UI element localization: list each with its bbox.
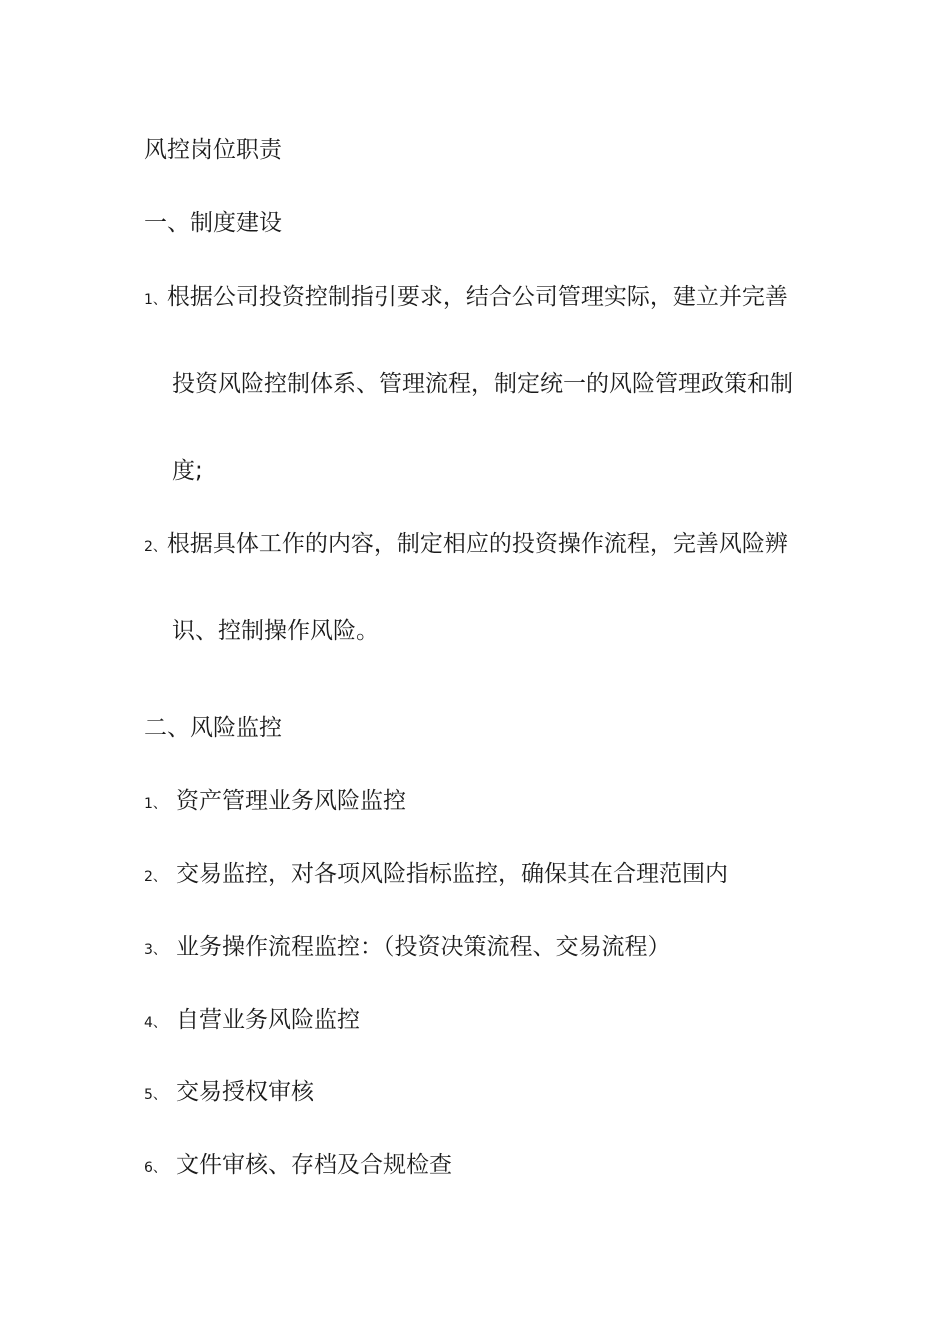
list-item-text: 根据具体工作的内容，制定相应的投资操作流程，完善风险辨	[166, 531, 788, 557]
list-item-number: 5、	[144, 1087, 167, 1103]
list-item	[144, 529, 788, 562]
list-item-continuation: 识、控制操作风险。	[172, 618, 379, 644]
list-item	[144, 859, 728, 892]
list-item-text: 交易授权审核	[176, 1079, 314, 1105]
list-item-number: 1、	[144, 796, 167, 812]
list-item-text: 资产管理业务风险监控	[176, 788, 406, 814]
list-item-text: 根据公司投资控制指引要求，结合公司管理实际，建立并完善	[166, 284, 788, 310]
list-item-number: 3、	[144, 942, 167, 958]
section-heading-risk-monitoring: 二、风险监控	[144, 715, 282, 741]
list-item	[144, 282, 788, 315]
list-item-number: 2、	[144, 869, 167, 885]
list-item-continuation: 度;	[172, 458, 203, 484]
list-item-continuation: 投资风险控制体系、管理流程，制定统一的风险管理政策和制	[172, 371, 793, 397]
list-item-number: 1、	[144, 292, 167, 308]
list-item-number: 2、	[144, 539, 167, 555]
list-item-text: 文件审核、存档及合规检查	[176, 1152, 452, 1178]
section-heading-system-building: 一、制度建设	[144, 210, 282, 236]
list-item-number: 6、	[144, 1160, 167, 1176]
list-item	[144, 1005, 360, 1038]
list-item	[144, 932, 671, 965]
list-item-number: 4、	[144, 1015, 167, 1031]
list-item	[144, 1150, 452, 1183]
list-item-text: 交易监控，对各项风险指标监控，确保其在合理范围内	[176, 861, 728, 887]
list-item-text: 自营业务风险监控	[176, 1007, 360, 1033]
list-item	[144, 786, 406, 819]
document-title: 风控岗位职责	[144, 137, 282, 163]
list-item-text: 业务操作流程监控：（投资决策流程、交易流程）	[176, 934, 671, 960]
list-item	[144, 1077, 314, 1110]
